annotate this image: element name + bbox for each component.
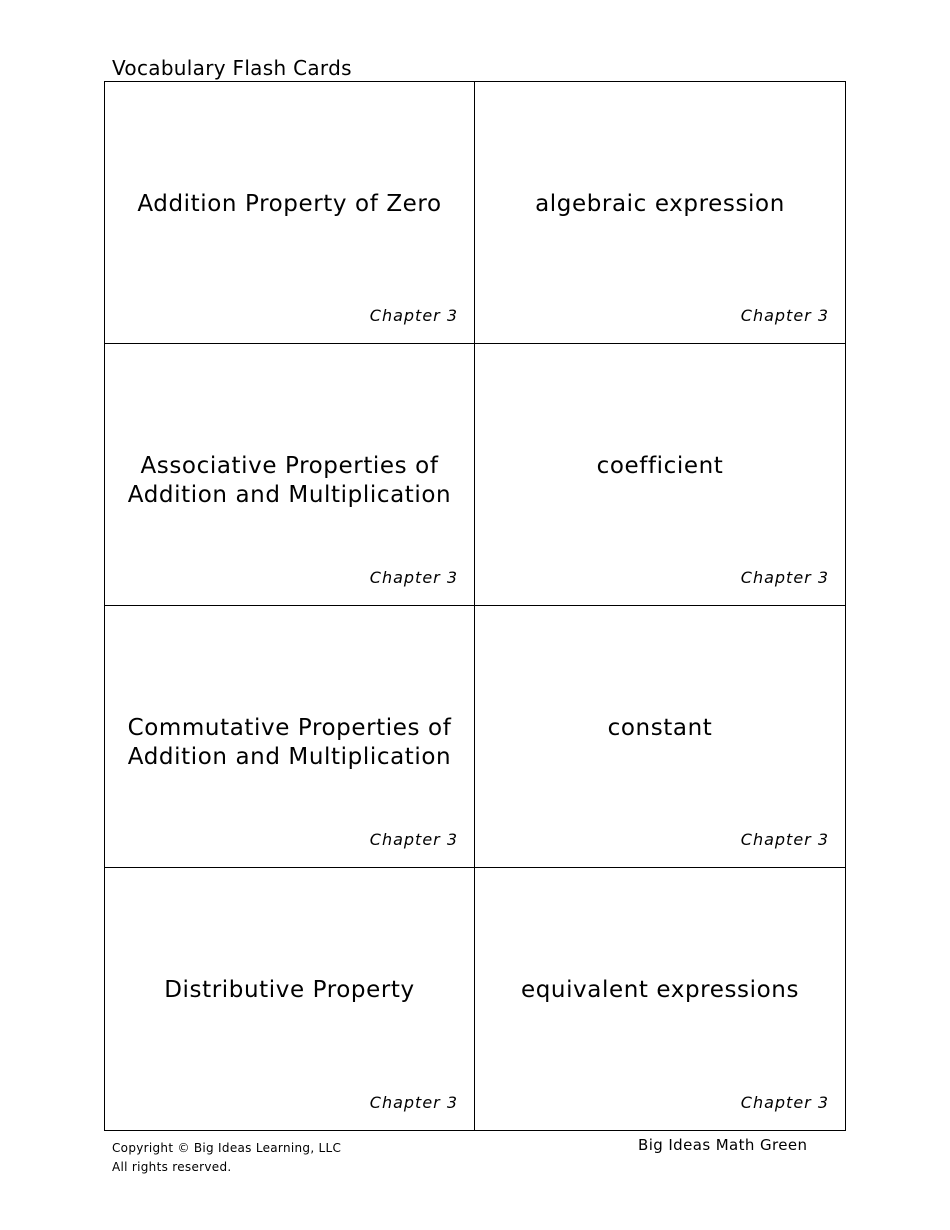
card-chapter: Chapter 3 [369,306,458,325]
card-term: algebraic expression [535,191,785,217]
flash-card [475,82,845,344]
card-chapter: Chapter 3 [740,1093,829,1112]
card-term: coefficient [596,453,724,479]
card-term: equivalent expressions [520,977,800,1003]
card-term: Associative Properties of Addition and Multiplication [127,453,452,508]
flash-card-grid [104,81,846,1131]
series-name: Big Ideas Math Green [638,1136,808,1154]
card-chapter: Chapter 3 [740,306,829,325]
card-term: constant [607,715,713,741]
card-term: Distributive Property [164,977,415,1003]
page-title: Vocabulary Flash Cards [112,56,352,80]
card-term: Addition Property of Zero [137,191,442,217]
copyright-notice [112,1139,341,1177]
flash-card [105,344,475,606]
flash-card [475,868,845,1130]
card-chapter: Chapter 3 [369,830,458,849]
card-chapter: Chapter 3 [369,568,458,587]
flash-card [475,344,845,606]
flash-card [475,606,845,868]
rights-line: All rights reserved. [112,1160,232,1174]
flash-card [105,82,475,344]
card-chapter: Chapter 3 [740,568,829,587]
flash-card [105,606,475,868]
card-chapter: Chapter 3 [740,830,829,849]
flash-card [105,868,475,1130]
copyright-line: Copyright © Big Ideas Learning, LLC [112,1141,342,1155]
card-term: Commutative Properties of Addition and Multiplication [127,715,452,770]
card-chapter: Chapter 3 [369,1093,458,1112]
